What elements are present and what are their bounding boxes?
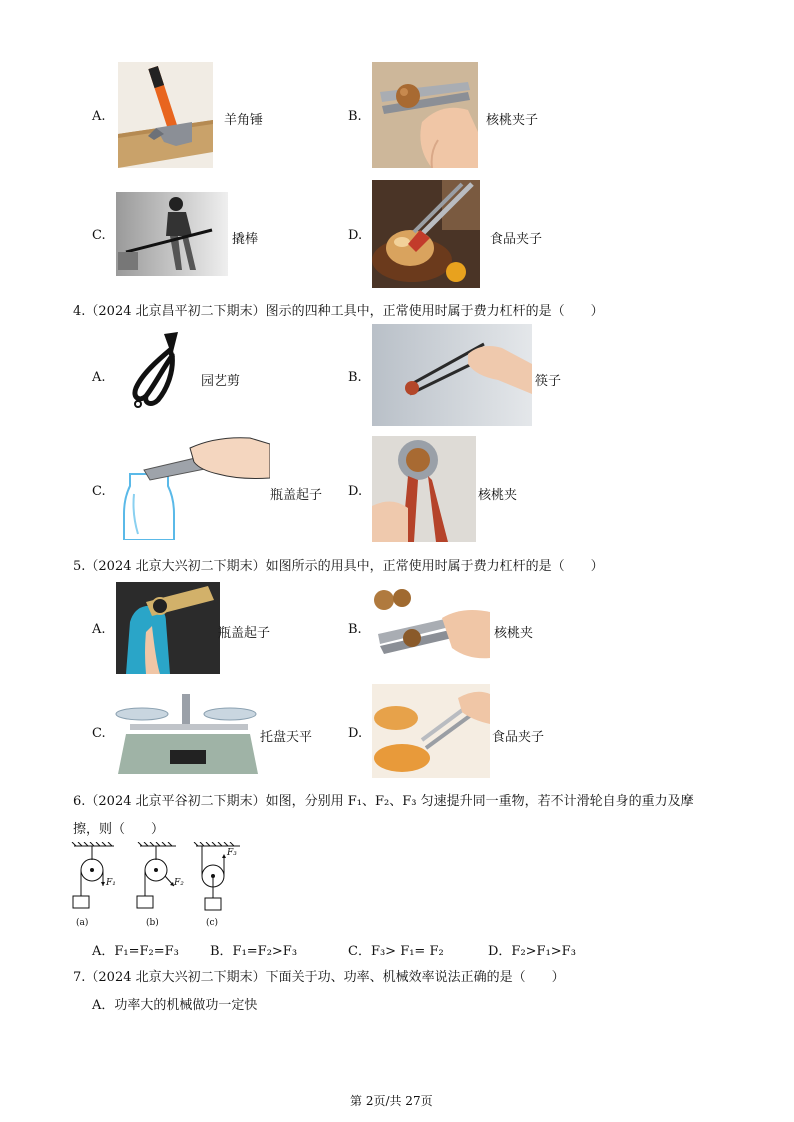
force-label-f1: F₁: [106, 878, 116, 888]
q4-option-d-letter: D.: [348, 484, 363, 499]
garden-shears-drawing: [118, 330, 192, 410]
q4-option-a-caption: 园艺剪: [201, 374, 241, 389]
figure-label-a: (a): [76, 918, 89, 928]
q3-option-d-caption: 食品夹子: [490, 232, 543, 247]
q3-option-c-caption: 撬棒: [232, 232, 259, 247]
q3-option-c-letter: C.: [92, 228, 106, 243]
q4-option-c-caption: 瓶盖起子: [270, 488, 323, 503]
q3-option-b-caption: 核桃夹子: [486, 113, 539, 128]
q4-option-d-caption: 核桃夹: [478, 488, 518, 503]
q3-option-a-letter: A.: [92, 109, 106, 124]
q5-option-a-letter: A.: [92, 622, 106, 637]
q6-answer-d: D．F₂>F₁>F₃: [488, 944, 576, 959]
bottle-opener-photo: [116, 582, 220, 674]
q4-option-a-letter: A.: [92, 370, 106, 385]
q6-answer-c: C．F₃> F₁= F₂: [348, 944, 444, 959]
walnut-cracker-photo: [372, 62, 478, 168]
page-number: 第 2页/共 27页: [350, 1094, 433, 1108]
q7-stem: 7.（2024 北京大兴初二下期末）下面关于功、功率、机械效率说法正确的是（ ）: [73, 970, 565, 985]
tray-balance-photo: [112, 688, 264, 778]
q7-option-a: A．功率大的机械做功一定快: [92, 998, 258, 1013]
chopsticks-photo: [372, 324, 532, 426]
q5-option-a-caption: 瓶盖起子: [218, 626, 271, 641]
q6-answer-a: A．F₁=F₂=F₃: [92, 944, 179, 959]
figure-label-c: (c): [206, 918, 219, 928]
force-label-f3: F₃: [227, 848, 237, 858]
q4-option-c-letter: C.: [92, 484, 106, 499]
q5-option-b-caption: 核桃夹: [494, 626, 534, 641]
q6-answer-b: B．F₁=F₂>F₃: [210, 944, 298, 959]
q5-option-c-letter: C.: [92, 726, 106, 741]
q5-option-d-letter: D.: [348, 726, 363, 741]
crowbar-photo: [116, 192, 228, 276]
q3-option-d-letter: D.: [348, 228, 363, 243]
q5-option-b-letter: B.: [348, 622, 362, 637]
q5-option-c-caption: 托盘天平: [260, 730, 313, 745]
claw-hammer-photo: [118, 62, 213, 168]
q3-option-a-caption: 羊角锤: [224, 113, 264, 128]
bottle-opener-drawing: [120, 434, 270, 540]
q4-stem: 4.（2024 北京昌平初二下期末）图示的四种工具中，正常使用时属于费力杠杆的是（ ）: [73, 304, 604, 319]
food-tongs-photo: [372, 180, 480, 288]
q3-option-b-letter: B.: [348, 109, 362, 124]
walnut-cracker-photo-2: [372, 588, 490, 668]
food-tongs-photo-2: [372, 684, 490, 778]
force-label-f2: F₂: [174, 878, 184, 888]
q6-stem-line2: 擦，则（ ）: [73, 822, 165, 837]
pulley-diagram: [70, 842, 260, 934]
q6-stem-line1: 6.（2024 北京平谷初二下期末）如图，分别用 F₁、F₂、F₃ 匀速提升同一重物，若不计滑轮自身的重力及摩: [73, 794, 694, 809]
figure-label-b: (b): [146, 918, 159, 928]
nutcracker-photo: [372, 436, 476, 542]
q4-option-b-caption: 筷子: [535, 374, 562, 389]
q5-option-d-caption: 食品夹子: [492, 730, 545, 745]
q5-stem: 5.（2024 北京大兴初二下期末）如图所示的用具中，正常使用时属于费力杠杆的是（ ）: [73, 559, 604, 574]
q4-option-b-letter: B.: [348, 370, 362, 385]
